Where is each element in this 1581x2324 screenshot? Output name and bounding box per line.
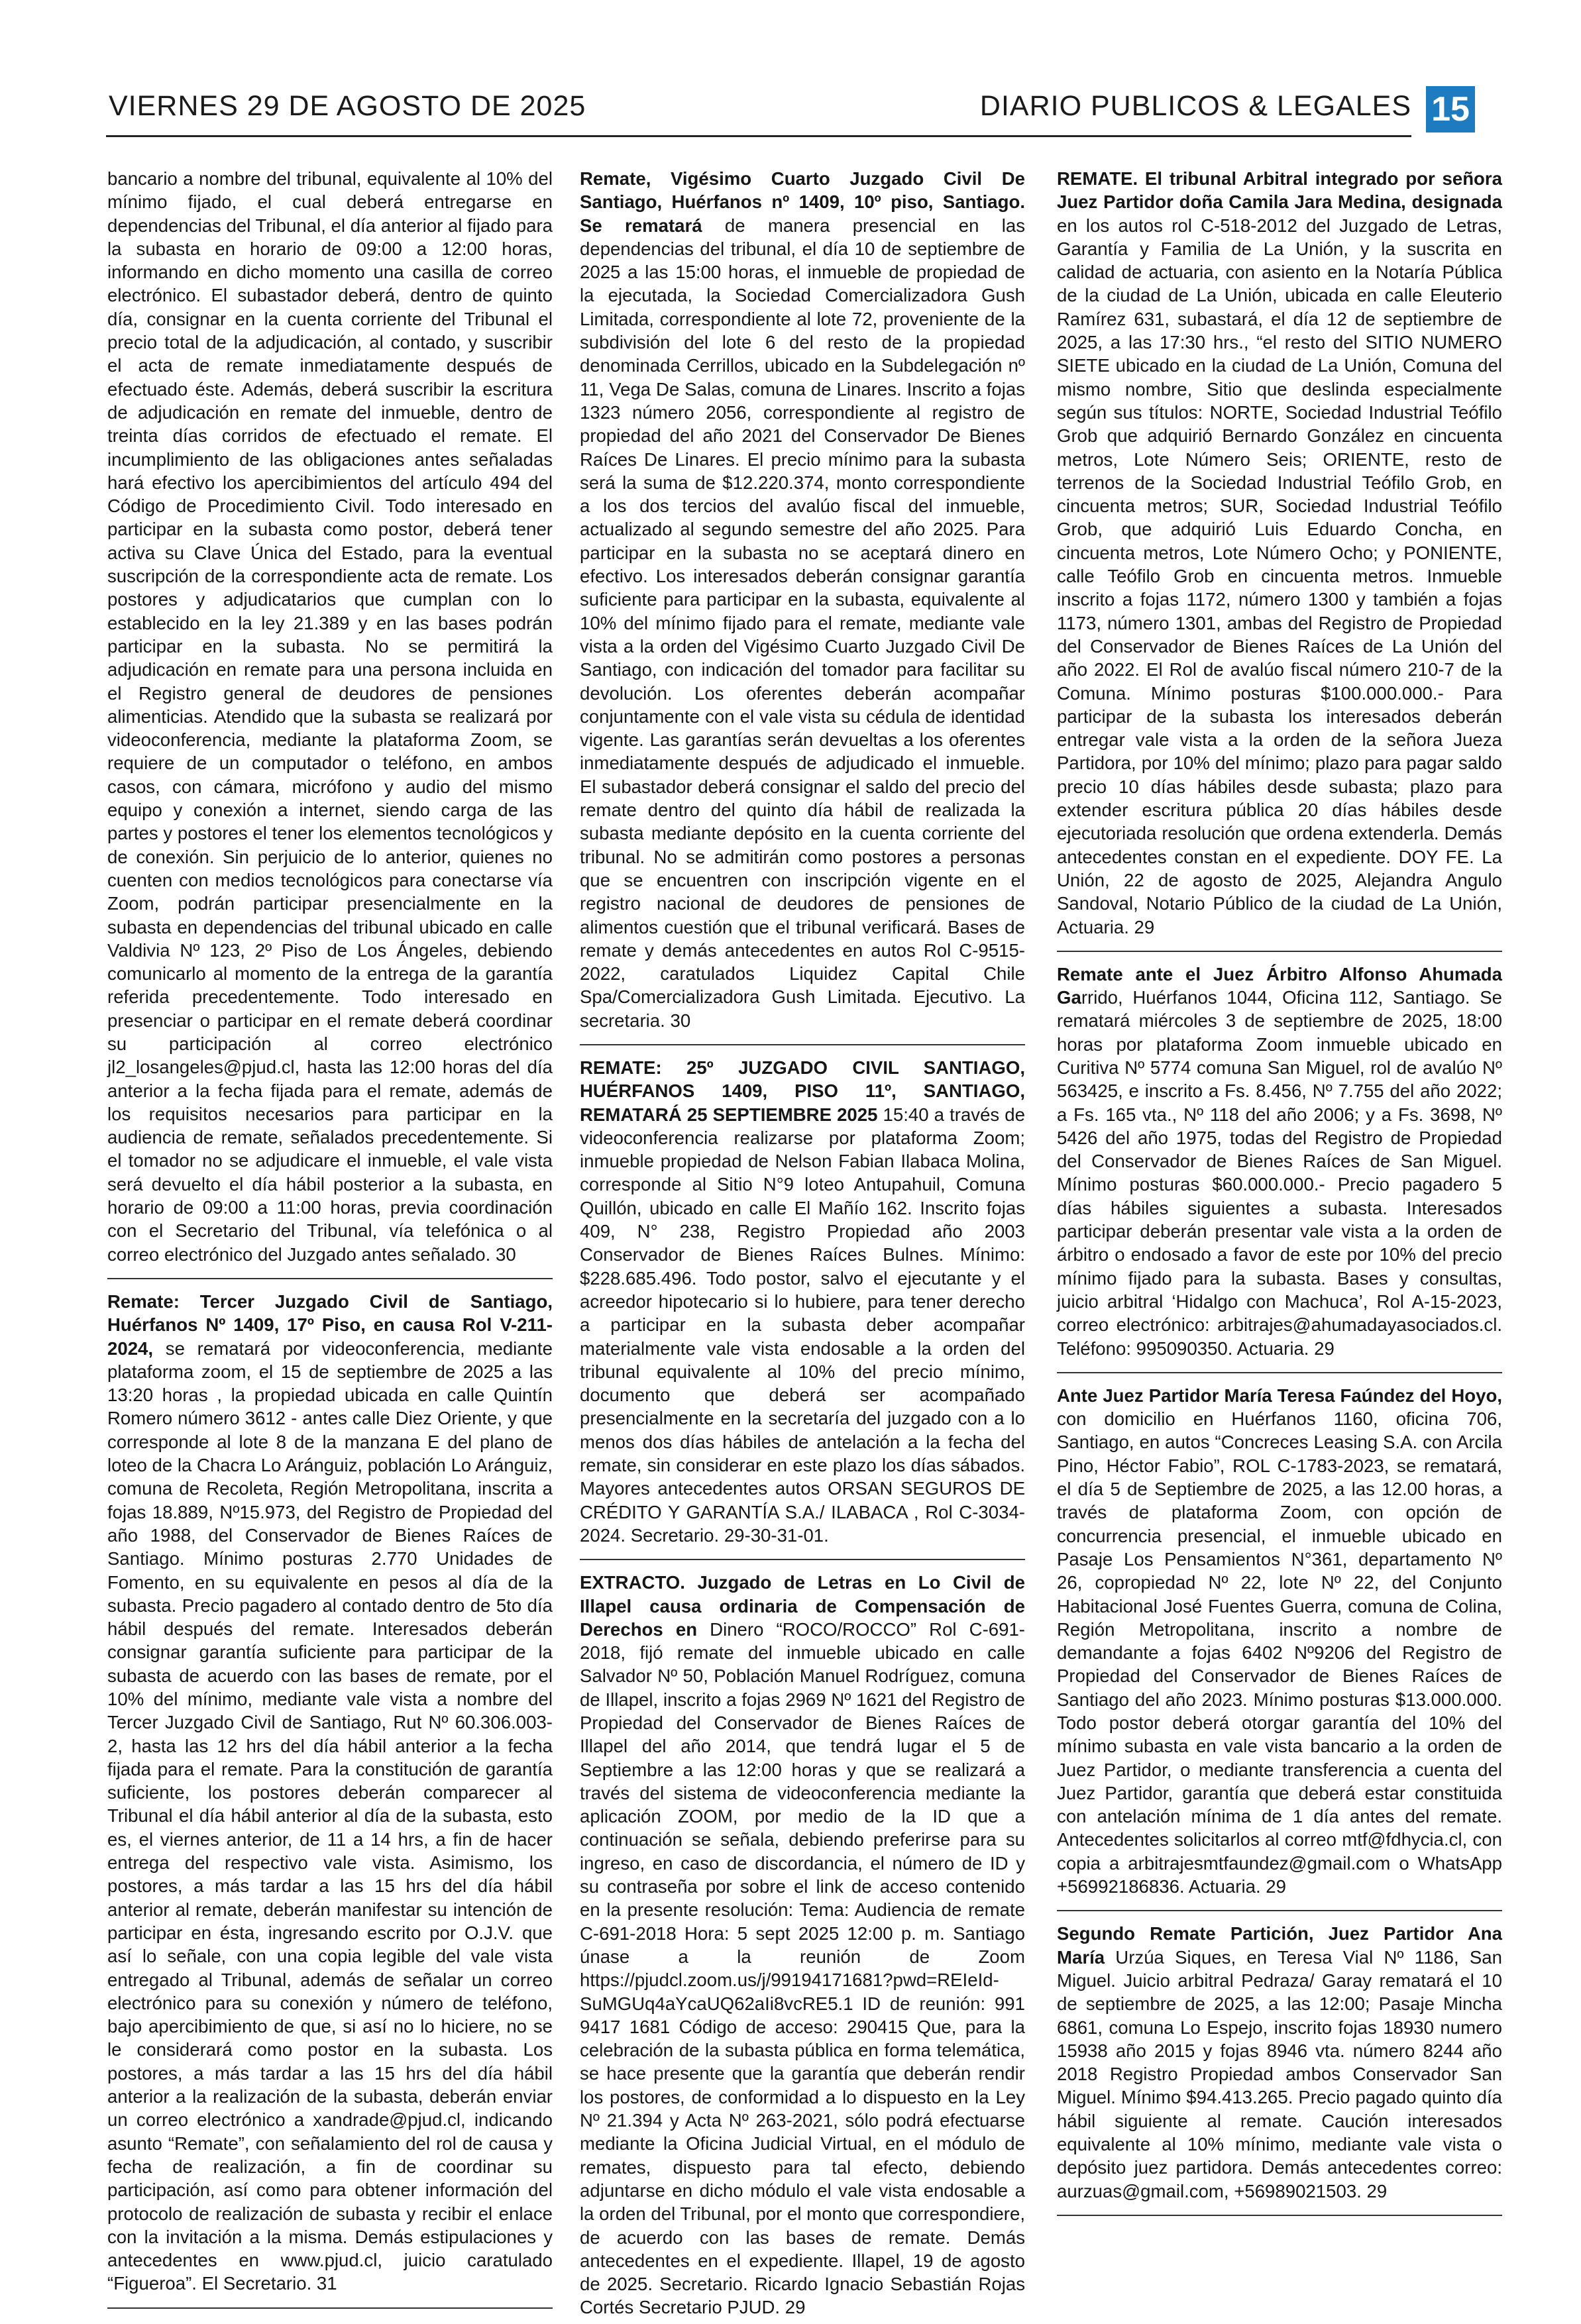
notice-lead: Remate, Vigésimo Cuarto Juzgado Civil De Santiago, Huérfanos nº 1409, 10º piso, Santiago. Se rematará [580, 168, 1025, 236]
issue-date: VIERNES 29 DE AGOSTO DE 2025 [109, 90, 586, 122]
legal-notice [1057, 1922, 1502, 2203]
legal-notice [107, 1290, 553, 2296]
notice-body: Dinero “ROCO/ROCCO” Rol C-691-2018, fijó remate del inmueble ubicado en calle Salvador Nº 50, Población Manuel Rodríguez, comuna de Illapel, inscrito a fojas 2969 Nº 1621 del Registro de Propiedad del Conservador de Bienes Raíces de Illapel del año 2014, que tendrá lugar el 5 de Septiembre a las 12:00 horas y que se realizará a través del sistema de videoconferencia mediante la aplicación ZOOM, por medio de la ID que a continuación se señala, debiendo preferirse para su ingreso, en caso de discordancia, el número de ID y su contraseña por sobre el link de acceso contenido en la presente resolución: Tema: Audiencia de remate C-691-2018 Hora: 5 sept 2025 12:00 p. m. Santiago únase a la reunión de Zoom https://pjudcl.zoom.us/j/99194171681?pwd=REIeId-SuMGUq4aYcaUQ62aIi8vcRE5.1 ID de reunión: 991 9417 1681 Código de acceso: 290415 Que, para la celebración de la subasta pública en forma telemática, se hace presente que la garantía que deberán rendir los postores, de conformidad a lo dispuesto en la Ley Nº 21.394 y Acta Nº 263-2021, sólo podrá efectuarse mediante la Oficina Judicial Virtual, en el módulo de remates, dispuesto para tal efecto, debiendo adjuntarse en dicho módulo el vale vista endosable a la orden del Tribunal, por el monto que correspondiere, de acuerdo con las bases de remate. Demás antecedentes en el expediente. Illapel, 19 de agosto de 2025. Secretario. Ricardo Ignacio Sebastián Rojas Cortés Secretario PJUD. 29 [580, 1618, 1025, 2318]
notice-lead: Segundo Remate Partición, Juez Partidor Ana María [1057, 1923, 1502, 1968]
notice-lead: Ante Juez Partidor María Teresa Faúndez del Hoyo, [1057, 1385, 1502, 1406]
notice-divider [580, 1559, 1025, 1560]
notice-body: con domicilio en Huérfanos 1160, oficina 706, Santiago, en autos “Concreces Leasing S.A. con Arcila Pino, Héctor Fabio”, ROL C-1783-2023, se rematará, el día 5 de Septiembre de 2025, a las 12.00 horas, a través de plataforma Zoom, con opción de concurrencia presencial, el inmueble ubicado en Pasaje Los Pensamientos N°361, departamento Nº 26, copropiedad Nº 22, lote Nº 22, del Conjunto Habitacional José Fuentes Guerra, comuna de Colina, Región Metropolitana, inscrito a nombre de demandante a fojas 6402 Nº9206 del Registro de Propiedad del Conservador de Bienes Raíces de Santiago del año 2023. Mínimo posturas $13.000.000. Todo postor deberá otorgar garantía del 10% del mínimo subasta en vale vista bancario a la orden de Juez Partidor, o mediante transferencia a cuenta del Juez Partidor, garantía que deberá estar constituida con antelación mínima de 1 día antes del remate. Antecedentes solicitarlos al correo mtf@fdhycia.cl, con copia a arbitrajesmtfaundez@gmail.com o WhatsApp +56992186836. Actuaria. 29 [1057, 1408, 1502, 1897]
legal-notice [580, 1056, 1025, 1547]
column-1 [107, 167, 553, 2319]
notice-divider [1057, 951, 1502, 952]
notice-divider [107, 2307, 553, 2309]
notice-divider [1057, 1910, 1502, 1911]
legal-notice [580, 167, 1025, 1032]
notice-body: bancario a nombre del tribunal, equivalente al 10% del mínimo fijado, el cual deberá entregarse en dependencias del Tribunal, el día anterior al fijado para la subasta en horario de 09:00 a 12:00 horas, informando en dicho momento una casilla de correo electrónico. El subastador deberá, dentro de quinto día, consignar en la cuenta corriente del Tribunal el precio total de la adjudicación, al contado, y suscribir el acta de remate inmediatamente después de efectuado éste. Además, deberá suscribir la escritura de adjudicación en remate del inmueble, dentro de treinta días corridos de efectuado el remate. El incumplimiento de las obligaciones antes señaladas hará efectivo los apercibimientos del artículo 494 del Código de Procedimiento Civil. Todo interesado en participar en la subasta como postor, deberá tener activa su Clave Única del Estado, para la eventual suscripción de la correspondiente acta de remate. Los postores y adjudicatarios que cumplan con lo establecido en la ley 21.389 y en las bases podrán participar en la subasta. No se permitirá la adjudicación en remate para una persona incluida en el Registro general de deudores de pensiones alimenticias. Atendido que la subasta se realizará por videoconferencia, mediante la plataforma Zoom, se requiere de un computador o teléfono, en ambos casos, con cámara, micrófono y audio del mismo equipo y conexión a internet, siendo carga de las partes y postores el tener los elementos tecnológicos y de conexión. Sin perjuicio de lo anterior, quienes no cuenten con medios tecnológicos para conectarse vía Zoom, podrán participar presencialmente en la subasta en dependencias del tribunal ubicado en calle Valdivia Nº 123, 2º Piso de Los Ángeles, debiendo comunicarlo al momento de la entrega de la garantía referida precedentemente. Todo interesado en presenciar o participar en el remate deberá coordinar su participación al correo electrónico jl2_losangeles@pjud.cl, hasta las 12:00 horas del día anterior a la fecha fijada para el remate, además de los requisitos necesarios para participar en la audiencia de remate, señalados precedentemente. Si el tomador no se adjudicare el inmueble, el vale vista será devuelto el día hábil posterior a la subasta, en horario de 09:00 a 11:00 horas, previa coordinación con el Secretario del Tribunal, vía telefónica o al correo electrónico del Juzgado antes señalado. 30 [107, 168, 553, 1265]
column-3 [1057, 167, 1502, 2227]
notice-divider [107, 1278, 553, 1279]
publication-name: DIARIO PUBLICOS & LEGALES [979, 90, 1411, 122]
notice-divider [580, 1044, 1025, 1045]
notice-body: se rematará por videoconferencia, mediante plataforma zoom, el 15 de septiembre de 2025 a las 13:20 horas , la propiedad ubicada en calle Quintín Romero número 3612 - antes calle Diez Oriente, y que corresponde al lote 8 de la manzana E del plano de loteo de la Chacra Lo Aránguiz, población Lo Aránguiz, comuna de Recoleta, Región Metropolitana, inscrita a fojas 18.889, Nº15.973, del Registro de Propiedad del año 1988, del Conservador de Bienes Raíces de Santiago. Mínimo posturas 2.770 Unidades de Fomento, en su equivalente en pesos al día de la subasta. Precio pagadero al contado dentro de 5to día hábil después del remate. Interesados deberán consignar garantía suficiente para participar de la subasta de acuerdo con las bases de remate, por el 10% del mínimo, mediante vale vista a nombre del Tercer Juzgado Civil de Santiago, Rut Nº 60.306.003-2, hasta las 12 hrs del día hábil anterior a la fecha fijada para el remate. Para la constitución de garantía suficiente, los postores deberán comparecer al Tribunal el día hábil anterior al día de la subasta, esto es, el viernes anterior, de 11 a 14 hrs, a fin de hacer entrega del respectivo vale vista. Asimismo, los postores, a más tardar a las 15 hrs del día hábil anterior al remate, deberán manifestar su intención de participar en ésta, ingresando escrito por O.J.V. que así lo señale, con una copia legible del vale vista entregado al Tribunal, además de señalar un correo electrónico para su conexión y número de teléfono, bajo apercibimiento de que, si así no lo hiciere, no se le considerará como postor en la subasta. Los postores, a más tardar a las 15 hrs del día hábil anterior a la realización de la subasta, deberán enviar un correo electrónico a xandrade@pjud.cl, indicando asunto “Remate”, con señalamiento del rol de causa y fecha de realización, a fin de coordinar su participación, así como para obtener información del protocolo de realización de subasta y recibir el enlace con la invitación a la misma. Demás estipulaciones y antecedentes en www.pjud.cl, juicio caratulado “Figueroa”. El Secretario. 31 [107, 1338, 553, 2294]
page-header [106, 86, 1475, 134]
notice-body: de manera presencial en las dependencias del tribunal, el día 10 de septiembre de 2025 a las 15:00 horas, el inmueble de propiedad de la ejecutada, la Sociedad Comercializadora Gush Limitada, correspondiente al lote 72, proveniente de la subdivisión del lote 6 del resto de la propiedad denominada Cerrillos, ubicado en la Subdelegación nº 11, Vega De Salas, comuna de Linares. Inscrito a fojas 1323 número 2056, correspondiente al registro de propiedad del año 2021 del Conservador De Bienes Raíces De Linares. El precio mínimo para la subasta será la suma de $12.220.374, monto correspondiente a los dos tercios del avalúo fiscal del inmueble, actualizado al segundo semestre del año 2025. Para participar en la subasta no se aceptará dinero en efectivo. Los interesados deberán consignar garantía suficiente para participar en la subasta, equivalente al 10% del mínimo fijado para el remate, mediante vale vista a la orden del Vigésimo Cuarto Juzgado Civil De Santiago, con indicación del tomador para facilitar su devolución. Los oferentes deberán acompañar conjuntamente con el vale vista su cédula de identidad vigente. Las garantías serán devueltas a los oferentes inmediatamente después de adjudicado el inmueble. El subastador deberá consignar el saldo del precio del remate dentro del quinto día hábil de realizada la subasta mediante depósito en la cuenta corriente del tribunal. No se admitirán como postores a personas que se encuentren con inscripción vigente en el registro nacional de deudores de pensiones de alimentos cuestión que el tribunal verificará. Bases de remate y demás antecedentes en autos Rol C-9515-2022, caratulados Liquidez Capital Chile Spa/Comercializadora Gush Limitada. Ejecutivo. La secretaria. 30 [580, 215, 1025, 1031]
notice-lead: REMATE. El tribunal Arbitral integrado por señora Juez Partidor doña Camila Jara Medina, designada [1057, 168, 1502, 213]
legal-notice [580, 1571, 1025, 2319]
notice-body: rrido, Huérfanos 1044, Oficina 112, Santiago. Se rematará miércoles 3 de septiembre de 2025, 18:00 horas por plataforma Zoom inmueble ubicado en Curitiva Nº 5774 comuna San Miguel, rol de avalúo Nº 563425, e inscrito a Fs. 8.456, Nº 7.755 del año 2022; a Fs. 165 vta., Nº 118 del año 2006; y a Fs. 3698, Nº 5426 del año 1975, todas del Registro de Propiedad del Conservador de Bienes Raíces de San Miguel. Mínimo posturas $60.000.000.- Precio pagadero 5 días hábiles siguientes a subasta. Interesados participar deberán presentar vale vista a la orden de árbitro o endosado a favor de este por 10% del precio mínimo fijado para la subasta. Bases y consultas, juicio arbitral ‘Hidalgo con Machuca’, Rol A-15-2023, correo electrónico: arbitrajes@ahumadayasociados.cl. Teléfono: 995090350. Actuaria. 29 [1057, 987, 1502, 1359]
header-rule [106, 135, 1411, 137]
notice-lead: Remate ante el Juez Árbitro Alfonso Ahumada Ga [1057, 963, 1502, 1008]
notice-lead: Remate: Tercer Juzgado Civil de Santiago, Huérfanos Nº 1409, 17º Piso, en causa Rol V-211-2024, [107, 1291, 553, 1359]
notice-body: 15:40 a través de videoconferencia realizarse por plataforma Zoom; inmueble propiedad de Nelson Fabian Ilabaca Molina, corresponde al Sitio N°9 loteo Antupahuil, Comuna Quillón, ubicado en calle El Mañío 162. Inscrito fojas 409, N° 238, Registro Propiedad año 2003 Conservador de Bienes Raíces Bulnes. Mínimo: $228.685.496. Todo postor, salvo el ejecutante y el acreedor hipotecario si lo hubiere, para tener derecho a participar en la subasta deber acompañar materialmente vale vista endosable a la orden del tribunal equivalente al 10% del precio mínimo, documento que deberá ser acompañado presencialmente en la secretaría del juzgado con a lo menos dos días hábiles de antelación a la fecha del remate, sin considerar en este plazo los días sábados. Mayores antecedentes autos ORSAN SEGUROS DE CRÉDITO Y GARANTÍA S.A./ ILABACA , Rol C-3034-2024. Secretario. 29-30-31-01. [580, 1104, 1025, 1546]
notice-divider [1057, 1372, 1502, 1373]
notice-body: en los autos rol C-518-2012 del Juzgado de Letras, Garantía y Familia de La Unión, y la suscrita en calidad de actuaria, con asiento en la Notaría Pública de la ciudad de La Unión, ubicada en calle Eleuterio Ramírez 631, subastará, el día 12 de septiembre de 2025, a las 17:30 hrs., “el resto del SITIO NUMERO SIETE ubicado en la ciudad de La Unión, Comuna del mismo nombre, Sitio que deslinda especialmente según sus títulos: NORTE, Sociedad Industrial Teófilo Grob que adquirió Bernardo González en cincuenta metros, Lote Número Seis; ORIENTE, resto de terrenos de la Sociedad Industrial Teófilo Grob, en cincuenta metros; SUR, Sociedad Industrial Teófilo Grob, que adquirió Luis Eduardo Concha, en cincuenta metros, Lote Número Ocho; y PONIENTE, calle Teófilo Grob en cincuenta metros. Inmueble inscrito a fojas 1172, número 1300 y también a fojas 1173, número 1301, ambas del Registro de Propiedad del Conservador de Bienes Raíces de La Unión del año 2022. El Rol de avalúo fiscal número 210-7 de la Comuna. Mínimo posturas $100.000.000.- Para participar de la subasta los interesados deberán entregar vale vista a la orden de la señora Jueza Partidora, por 10% del mínimo; plazo para pagar saldo precio 10 días hábiles desde subasta; plazo para extender escritura pública 20 días hábiles desde ejecutoriada resolución que ordena extenderla. Demás antecedentes constan en el expediente. DOY FE. La Unión, 22 de agosto de 2025, Alejandra Angulo Sandoval, Notario Público de la ciudad de La Unión, Actuaria. 29 [1057, 215, 1502, 937]
legal-notice [1057, 167, 1502, 939]
notice-lead: EXTRACTO. Juzgado de Letras en Lo Civil de Illapel causa ordinaria de Compensación de Derechos en [580, 1572, 1025, 1640]
legal-notice [1057, 963, 1502, 1360]
legal-notice [1057, 1384, 1502, 1899]
column-2 [580, 167, 1025, 2324]
legal-notice [107, 167, 553, 1266]
notice-divider [1057, 2215, 1502, 2216]
notice-lead: REMATE: 25º JUZGADO CIVIL SANTIAGO, HUÉRFANOS 1409, PISO 11º, SANTIAGO, REMATARÁ 25 SEPTIEMBRE 2025 [580, 1057, 1025, 1125]
page-number-badge: 15 [1426, 86, 1475, 132]
notice-body: Urzúa Siques, en Teresa Vial Nº 1186, San Miguel. Juicio arbitral Pedraza/ Garay rematará el 10 de septiembre de 2025, a las 12:00; Pasaje Mincha 6861, comuna Lo Espejo, inscrito fojas 18930 numero 15938 año 2015 y fojas 8946 vta. número 8244 año 2018 Registro Propiedad ambos Conservador San Miguel. Mínimo $94.413.265. Precio pagado quinto día hábil siguiente al remate. Caución interesados equivalente al 10% mínimo, mediante vale vista o depósito juez partidora. Demás antecedentes correo: aurzuas@gmail.com, +56989021503. 29 [1057, 1946, 1502, 2201]
